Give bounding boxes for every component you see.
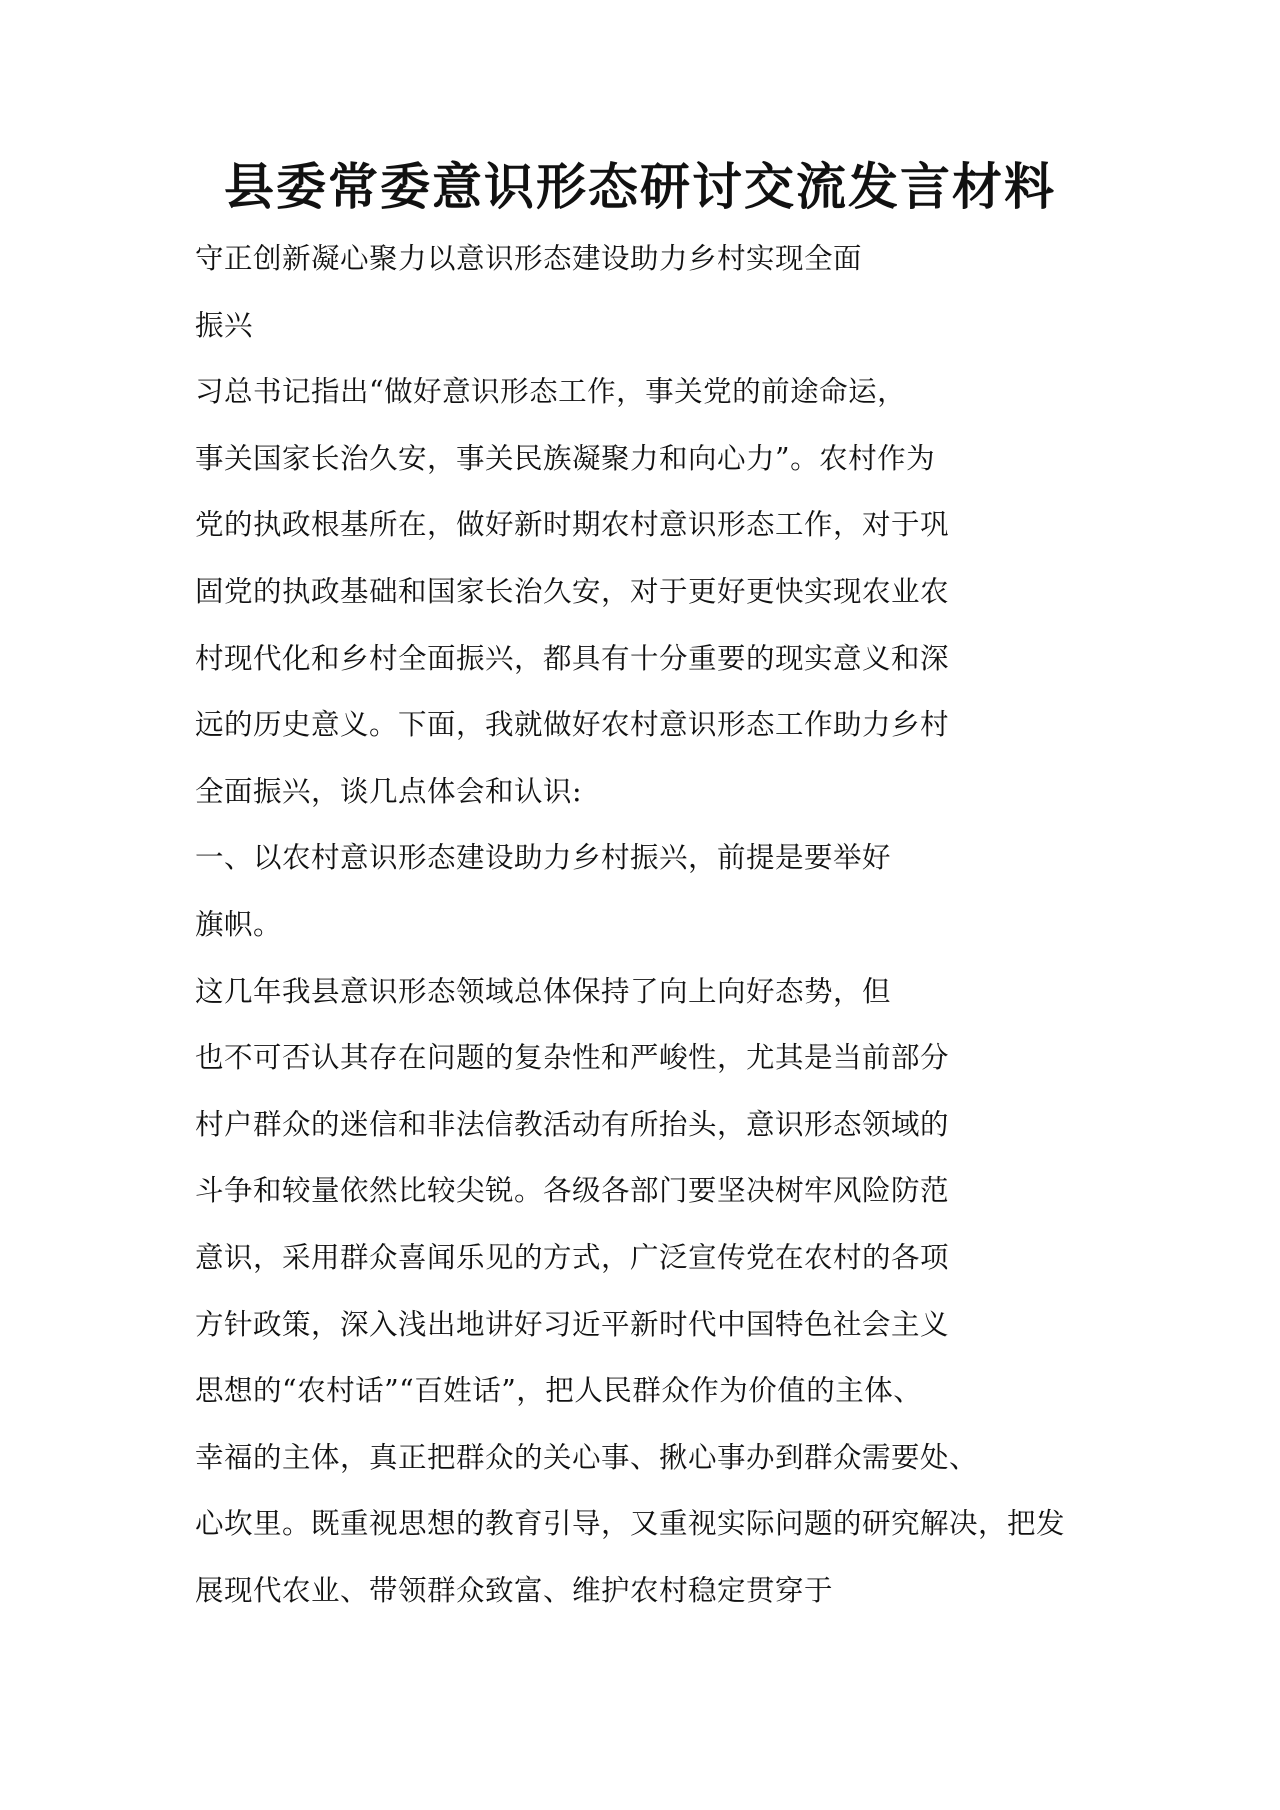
text-line: 振兴: [195, 308, 254, 342]
text-line: 展现代农业、带领群众致富、维护农村稳定贯穿于: [195, 1573, 834, 1607]
text-line: 全面振兴，谈几点体会和认识:: [195, 774, 583, 808]
text-line: 事关国家长治久安，事关民族凝聚力和向心力”。农村作为: [195, 441, 936, 475]
text-line: 意识，采用群众喜闻乐见的方式，广泛宣传党在农村的各项: [195, 1240, 950, 1274]
text-line: 固党的执政基础和国家长治久安，对于更好更快实现农业农: [195, 574, 950, 608]
document-body: [195, 226, 1195, 1624]
text-line: 守正创新凝心聚力以意识形态建设助力乡村实现全面: [195, 242, 863, 275]
text-line: 这几年我县意识形态领域总体保持了向上向好态势，但: [195, 974, 892, 1008]
text-line: 思想的“农村话”“百姓话”，把人民群众作为价值的主体、: [195, 1374, 923, 1408]
text-line: 习总书记指出“做好意识形态工作，事关党的前途命运，: [195, 375, 907, 409]
document-title: 县委常委意识形态研讨交流发言材料: [224, 157, 1056, 216]
text-line: 村现代化和乡村全面振兴，都具有十分重要的现实意义和深: [195, 641, 950, 675]
section-heading: 旗帜。: [195, 907, 283, 941]
text-line: 幸福的主体，真正把群众的关心事、揪心事办到群众需要处、: [195, 1440, 979, 1474]
text-line: 斗争和较量依然比较尖锐。各级各部门要坚决树牢风险防范: [195, 1174, 950, 1208]
text-line: 党的执政根基所在，做好新时期农村意识形态工作，对于巩: [195, 508, 950, 542]
text-line: 方针政策，深入浅出地讲好习近平新时代中国特色社会主义: [195, 1307, 950, 1341]
text-line: 村户群众的迷信和非法信教活动有所抬头，意识形态领域的: [195, 1107, 950, 1141]
text-line: 心坎里。既重视思想的教育引导，又重视实际问题的研究解决，把发: [195, 1507, 1066, 1541]
section-heading: 一、以农村意识形态建设助力乡村振兴，前提是要举好: [195, 841, 892, 875]
text-line: 也不可否认其存在问题的复杂性和严峻性，尤其是当前部分: [195, 1041, 950, 1075]
text-line: 远的历史意义。下面，我就做好农村意识形态工作助力乡村: [195, 708, 950, 742]
